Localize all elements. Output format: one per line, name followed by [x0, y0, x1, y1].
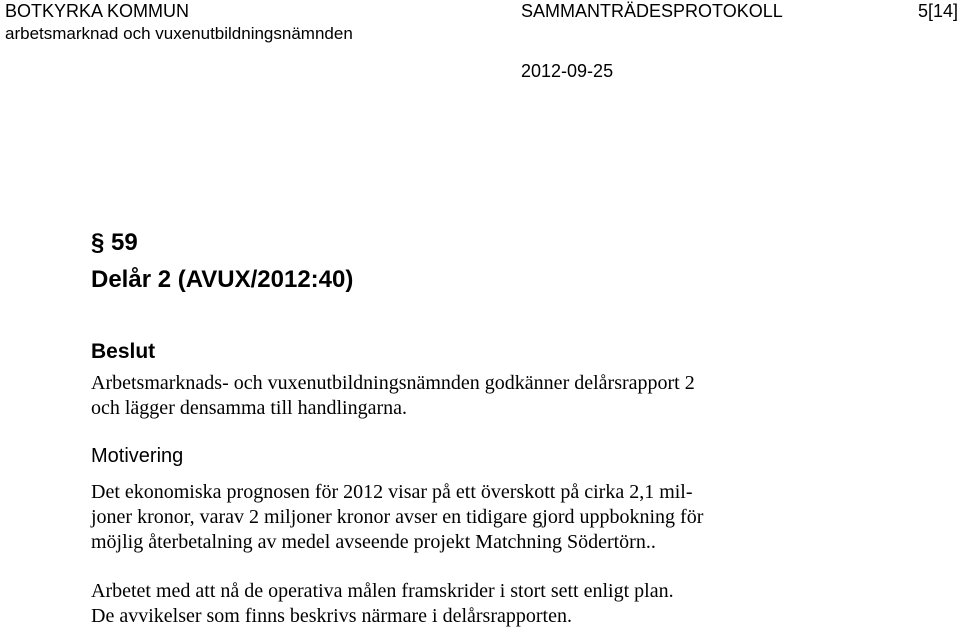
motivering-line: joner kronor, varav 2 miljoner kronor avser en tidigare gjord uppbokning för: [91, 506, 704, 528]
section-number: § 59: [91, 229, 138, 256]
beslut-line: och lägger densamma till handlingarna.: [91, 397, 408, 419]
section-title: Delår 2 (AVUX/2012:40): [91, 266, 354, 293]
motivering-paragraph: [91, 579, 674, 629]
meeting-date: 2012-09-25: [521, 61, 614, 81]
committee-name: arbetsmarknad och vuxenutbildningsnämnden: [5, 24, 353, 43]
beslut-heading: Beslut: [91, 340, 156, 363]
motivering-line: möjlig återbetalning av medel avseende projekt Matchning Södertörn..: [91, 531, 656, 553]
beslut-line: Arbetsmarknads- och vuxenutbildningsnämnden godkänner delårsrapport 2: [91, 372, 695, 394]
organization-name: BOTKYRKA KOMMUN: [5, 1, 190, 21]
beslut-paragraph: [91, 371, 695, 421]
motivering-line: De avvikelser som finns beskrivs närmare i delårsrapporten.: [91, 605, 572, 627]
document-type: SAMMANTRÄDESPROTOKOLL: [521, 1, 783, 21]
page-number: 5[14]: [918, 1, 959, 21]
motivering-line: Det ekonomiska prognosen för 2012 visar på ett överskott på cirka 2,1 mil-: [91, 481, 693, 503]
motivering-line: Arbetet med att nå de operativa målen framskrider i stort sett enligt plan.: [91, 580, 674, 602]
motivering-paragraph: [91, 480, 703, 555]
motivering-heading: Motivering: [91, 445, 184, 467]
